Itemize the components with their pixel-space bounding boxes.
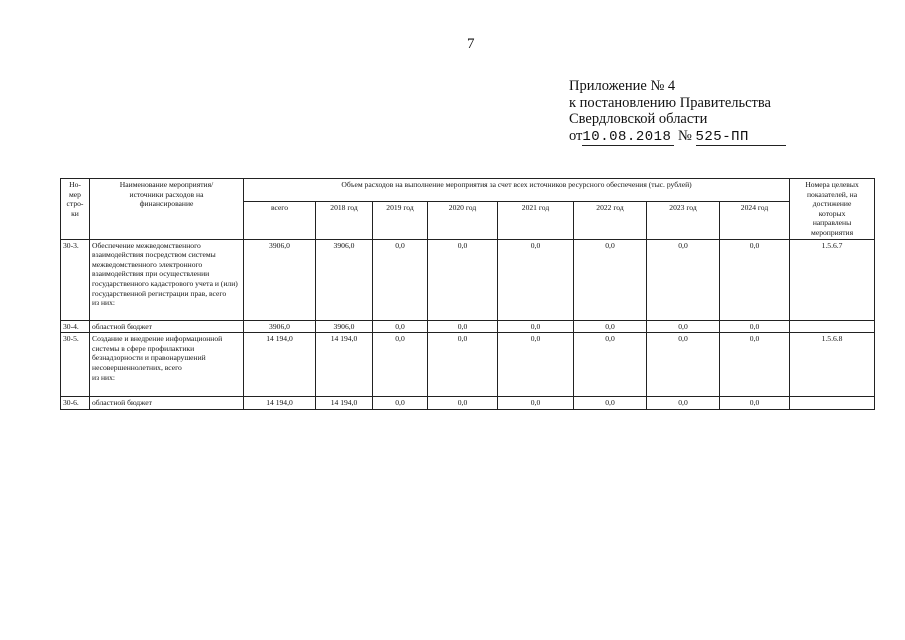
appendix-region-line: Свердловской области [569,111,708,127]
value-2020: 0,0 [428,239,498,320]
value-2021: 0,0 [498,333,574,397]
value-2024: 0,0 [720,333,790,397]
value-2018: 14 194,0 [316,333,373,397]
row-name: Обеспечение межведомственного взаимодействия посредством системы межведомственного электронного взаимодействия при осуществлении государственного кадастрового учета и (или) государственной регистрации прав, всего из них: [90,239,244,320]
header-2022: 2022 год [574,201,647,239]
row-number: 30-5. [61,333,90,397]
appendix-date-line [569,128,786,146]
header-2023: 2023 год [647,201,720,239]
resolution-number: 525-ПП [695,128,749,145]
value-2019: 0,0 [373,239,428,320]
budget-table [60,178,875,410]
value-total: 3906,0 [244,320,316,333]
value-2024: 0,0 [720,239,790,320]
row-name: областной бюджет [90,397,244,410]
header-row-number: Но- мер стро- ки [61,179,90,240]
header-2024: 2024 год [720,201,790,239]
value-2018: 3906,0 [316,239,373,320]
appendix-resolution-line: к постановлению Правительства [569,94,771,111]
value-2021: 0,0 [498,239,574,320]
row-target: 1.5.6.7 [790,239,875,320]
header-2019: 2019 год [373,201,428,239]
header-2020: 2020 год [428,201,498,239]
value-2020: 0,0 [428,320,498,333]
header-name: Наименование мероприятия/ источники расходов на финансирование [90,179,244,240]
table-row [61,333,875,397]
value-2019: 0,0 [373,320,428,333]
row-number: 30-3. [61,239,90,320]
appendix-header [569,78,786,146]
header-2018: 2018 год [316,201,373,239]
value-2022: 0,0 [574,333,647,397]
value-total: 14 194,0 [244,397,316,410]
value-2018: 3906,0 [316,320,373,333]
row-target [790,320,875,333]
value-2022: 0,0 [574,239,647,320]
value-2024: 0,0 [720,397,790,410]
row-target: 1.5.6.8 [790,333,875,397]
header-volume: Объем расходов на выполнение мероприятия за счет всех источников ресурсного обеспечения (тыс. рублей) [244,179,790,202]
value-2021: 0,0 [498,397,574,410]
resolution-date: 10.08.2018 [582,128,672,145]
value-2021: 0,0 [498,320,574,333]
row-name: Создание и внедрение информационной системы в сфере профилактики безнадзорности и правонарушений несовершеннолетних, всего из них: [90,333,244,397]
value-2022: 0,0 [574,397,647,410]
value-2023: 0,0 [647,333,720,397]
value-2024: 0,0 [720,320,790,333]
header-2021: 2021 год [498,201,574,239]
table-row [61,320,875,333]
value-total: 3906,0 [244,239,316,320]
value-2019: 0,0 [373,333,428,397]
value-2023: 0,0 [647,239,720,320]
number-label: № [678,127,692,144]
value-2019: 0,0 [373,397,428,410]
row-target [790,397,875,410]
row-number: 30-6. [61,397,90,410]
row-number: 30-4. [61,320,90,333]
header-total: всего [244,201,316,239]
value-2022: 0,0 [574,320,647,333]
table-row [61,239,875,320]
appendix-title: Приложение № 4 [569,78,676,94]
value-2023: 0,0 [647,397,720,410]
row-name: областной бюджет [90,320,244,333]
value-total: 14 194,0 [244,333,316,397]
table-row [61,397,875,410]
value-2020: 0,0 [428,333,498,397]
header-targets: Номера целевых показателей, на достижение которых направлены мероприятия [790,179,875,240]
value-2023: 0,0 [647,320,720,333]
value-2020: 0,0 [428,397,498,410]
from-label: от [569,127,583,144]
page-number: 7 [467,36,475,52]
value-2018: 14 194,0 [316,397,373,410]
